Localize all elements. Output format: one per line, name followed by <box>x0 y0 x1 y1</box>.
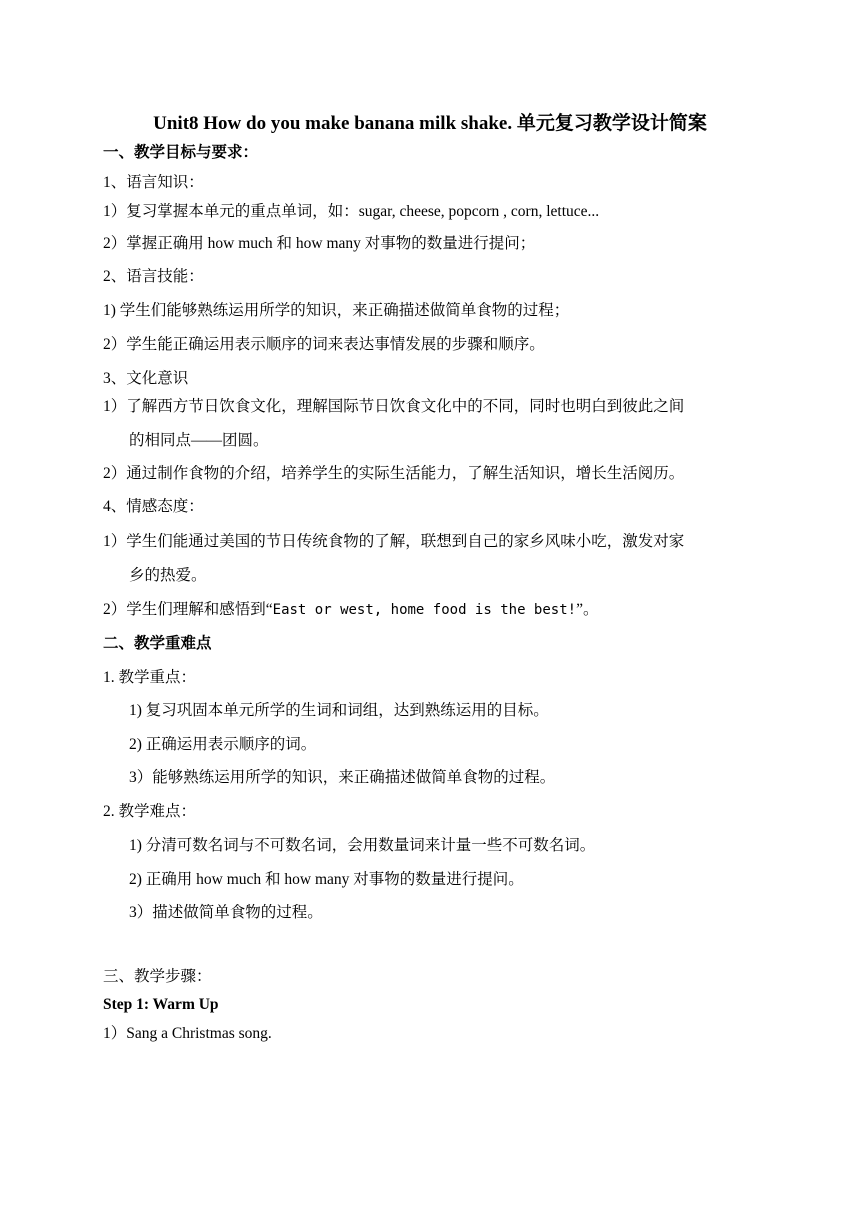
sub4-item-2-suffix: ”。 <box>576 601 599 618</box>
sub4-item-2-quote: East or west, home food is the best! <box>272 602 577 618</box>
sub3-item-1-cont: 的相同点——团圆。 <box>129 432 269 449</box>
key-point-3: 3）能够熟练运用所学的知识，来正确描述做简单食物的过程。 <box>129 769 556 786</box>
difficult-point-1: 1) 分清可数名词与不可数名词，会用数量词来计量一些不可数名词。 <box>129 837 596 854</box>
key-point-2: 2) 正确运用表示顺序的词。 <box>129 736 317 753</box>
sub1-heading: 1、语言知识： <box>103 174 204 191</box>
section2-heading: 二、教学重难点 <box>103 635 212 652</box>
document-title: Unit8 How do you make banana milk shake. 单元复习教学设计简案 <box>153 113 707 134</box>
difficult-points-heading: 2. 教学难点： <box>103 803 197 820</box>
sub1-item-2: 2）掌握正确用 how much 和 how many 对事物的数量进行提问； <box>103 235 536 252</box>
key-points-heading: 1. 教学重点： <box>103 669 197 686</box>
difficult-point-3: 3）描述做简单食物的过程。 <box>129 904 323 921</box>
sub4-item-2-prefix: 2）学生们理解和感悟到“ <box>103 601 273 618</box>
section3-heading: 三、教学步骤： <box>103 968 212 985</box>
sub4-heading: 4、情感态度： <box>103 498 204 515</box>
sub3-heading: 3、文化意识 <box>103 370 189 387</box>
step1-item-1: 1）Sang a Christmas song. <box>103 1025 272 1042</box>
sub2-item-1: 1) 学生们能够熟练运用所学的知识，来正确描述做简单食物的过程； <box>103 302 570 319</box>
sub3-item-1: 1）了解西方节日饮食文化，理解国际节日饮食文化中的不同，同时也明白到彼此之间 <box>103 398 685 415</box>
sub4-item-1: 1）学生们能通过美国的节日传统食物的了解，联想到自己的家乡风味小吃，激发对家 <box>103 533 685 550</box>
sub4-item-2 <box>103 600 598 620</box>
sub3-item-2: 2）通过制作食物的介绍，培养学生的实际生活能力，了解生活知识，增长生活阅历。 <box>103 465 685 482</box>
sub2-heading: 2、语言技能： <box>103 268 204 285</box>
sub1-item-1: 1）复习掌握本单元的重点单词，如：sugar, cheese, popcorn , corn, lettuce... <box>103 203 600 220</box>
sub4-item-1-cont: 乡的热爱。 <box>129 567 207 584</box>
sub2-item-2: 2）学生能正确运用表示顺序的词来表达事情发展的步骤和顺序。 <box>103 336 545 353</box>
key-point-1: 1) 复习巩固本单元所学的生词和词组，达到熟练运用的目标。 <box>129 702 549 719</box>
difficult-point-2: 2) 正确用 how much 和 how many 对事物的数量进行提问。 <box>129 871 524 888</box>
step1-heading: Step 1: Warm Up <box>103 996 219 1013</box>
section1-heading: 一、教学目标与要求： <box>103 144 259 161</box>
